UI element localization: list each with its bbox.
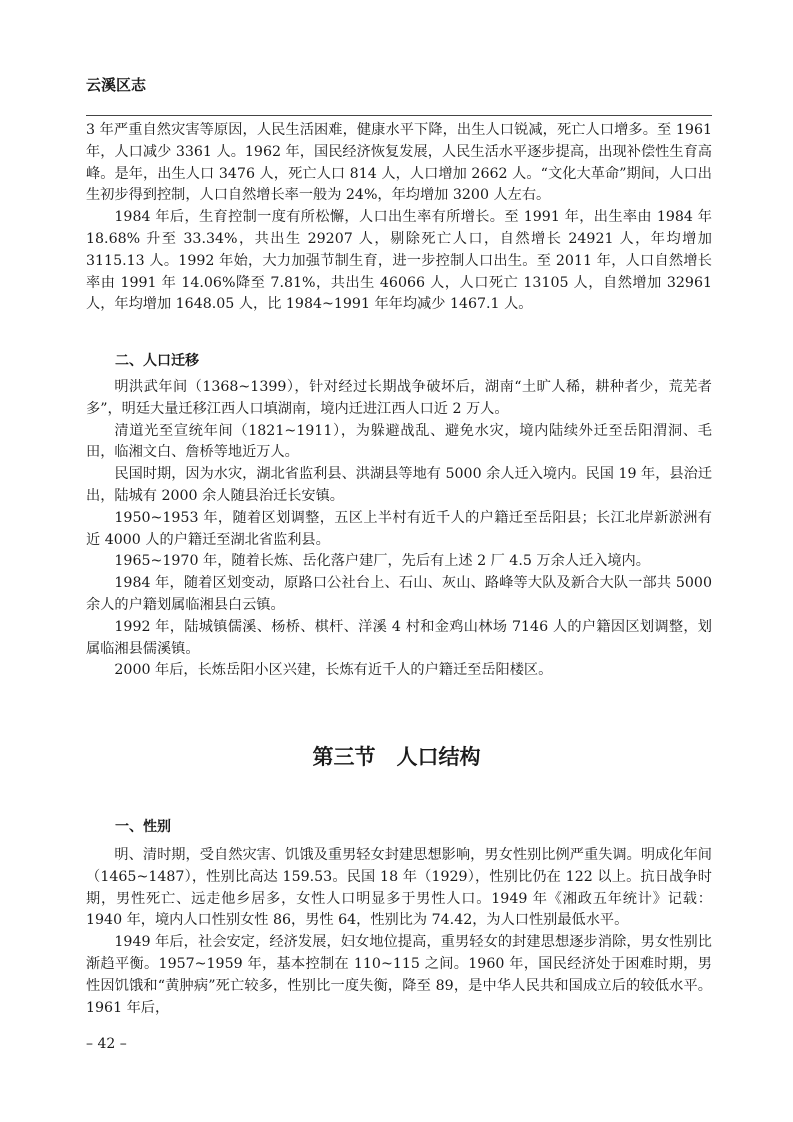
paragraph: 1950~1953 年，随着区划调整，五区上半村有近千人的户籍迁至岳阳县；长江北岸新淤洲有近 4000 人的户籍迁至湖北省监利县。 — [86, 509, 712, 548]
paragraph: 1992 年，陆城镇儒溪、杨桥、棋杆、洋溪 4 村和金鸡山林场 7146 人的户籍因区划调整，划属临湘县儒溪镇。 — [86, 618, 712, 657]
paragraph: 明、清时期，受自然灾害、饥饿及重男轻女封建思想影响，男女性别比例严重失调。明成化年间（1465~1487），性别比高达 159.53。民国 18 年（1929），性别比仍在 122 以上。抗日战争时期，男性死亡、远走他乡居多，女性人口明显多于男性人口。1949 年《湘政五年统计》记载：1940 年，境内人口性别女性 86，男性 64，性别比为 74.42，为人口性别最低水平。 — [86, 847, 712, 929]
paragraph: 2000 年后，长炼岳阳小区兴建，长炼有近千人的户籍迁至岳阳楼区。 — [114, 662, 553, 679]
paragraph: 民国时期，因为水灾，湖北省监利县、洪湖县等地有 5000 余人迁入境内。民国 19 年，县治迁出，陆城有 2000 余人随县治迁长安镇。 — [86, 466, 712, 504]
migration-text — [86, 377, 712, 682]
paragraph: 1984 年后，生育控制一度有所松懈，人口出生率有所增长。至 1991 年，出生率由 1984 年 18.68% 升至 33.34%，共出生 29207 人，剔除死亡人口，自然增长 24921 人，年均增加 3115.13 人。1992 年始，大力加强节制生育，进一步控制人口出生。至 2011 年，人口自然增长率由 1991 年 14.06%降至 7.81%，共出生 46066 人，人口死亡 13105 人，自然增加 32961 人，年均增加 1648.05 人，比 1984~1991 年年均减少 1467.1 人。 — [86, 209, 712, 313]
page-number: – 42 – — [86, 1036, 127, 1052]
migration-heading: 二、人口迁移 — [115, 353, 199, 369]
population-growth-text — [86, 120, 712, 316]
section-title: 第三节 人口结构 — [312, 745, 481, 769]
gender-text — [86, 845, 712, 1019]
running-header-title: 云溪区志 — [86, 76, 147, 94]
gender-heading: 一、性别 — [115, 819, 171, 835]
paragraph: 3 年严重自然灾害等原因，人民生活困难，健康水平下降，出生人口锐减，死亡人口增多。至 1961 年，人口减少 3361 人。1962 年，国民经济恢复发展，人民生活水平逐步提高，出现补偿性生育高峰。是年，出生人口 3476 人，死亡人口 814 人，人口增加 2662 人。“文化大革命”期间，人口出生初步得到控制，人口自然增长率一般为 24%，年均增加 3200 人左右。 — [86, 122, 712, 204]
paragraph: 清道光至宣统年间（1821~1911），为躲避战乱、避免水灾，境内陆续外迁至岳阳渭洞、毛田，临湘文白、詹桥等地近万人。 — [86, 422, 712, 461]
paragraph: 明洪武年间（1368~1399），针对经过长期战争破坏后，湖南“土旷人稀，耕种者少，荒芜者多”，明廷大量迁移江西人口填湖南，境内迁进江西人口近 2 万人。 — [86, 379, 712, 417]
paragraph: 1984 年，随着区划变动，原路口公社台上、石山、灰山、路峰等大队及新合大队一部共 5000 余人的户籍划属临湘县白云镇。 — [86, 575, 712, 613]
header-rule — [86, 115, 712, 116]
paragraph: 1949 年后，社会安定，经济发展，妇女地位提高，重男轻女的封建思想逐步消除，男女性别比渐趋平衡。1957~1959 年，基本控制在 110~115 之间。1960 年，国民经济处于困难时期，男性因饥饿和“黄肿病”死亡较多，性别比一度失衡，降至 89，是中华人民共和国成立后的较低水平。1961 年后， — [86, 934, 712, 1016]
paragraph: 1965~1970 年，随着长炼、岳化落户建厂，先后有上述 2 厂 4.5 万余人迁入境内。 — [114, 553, 650, 570]
